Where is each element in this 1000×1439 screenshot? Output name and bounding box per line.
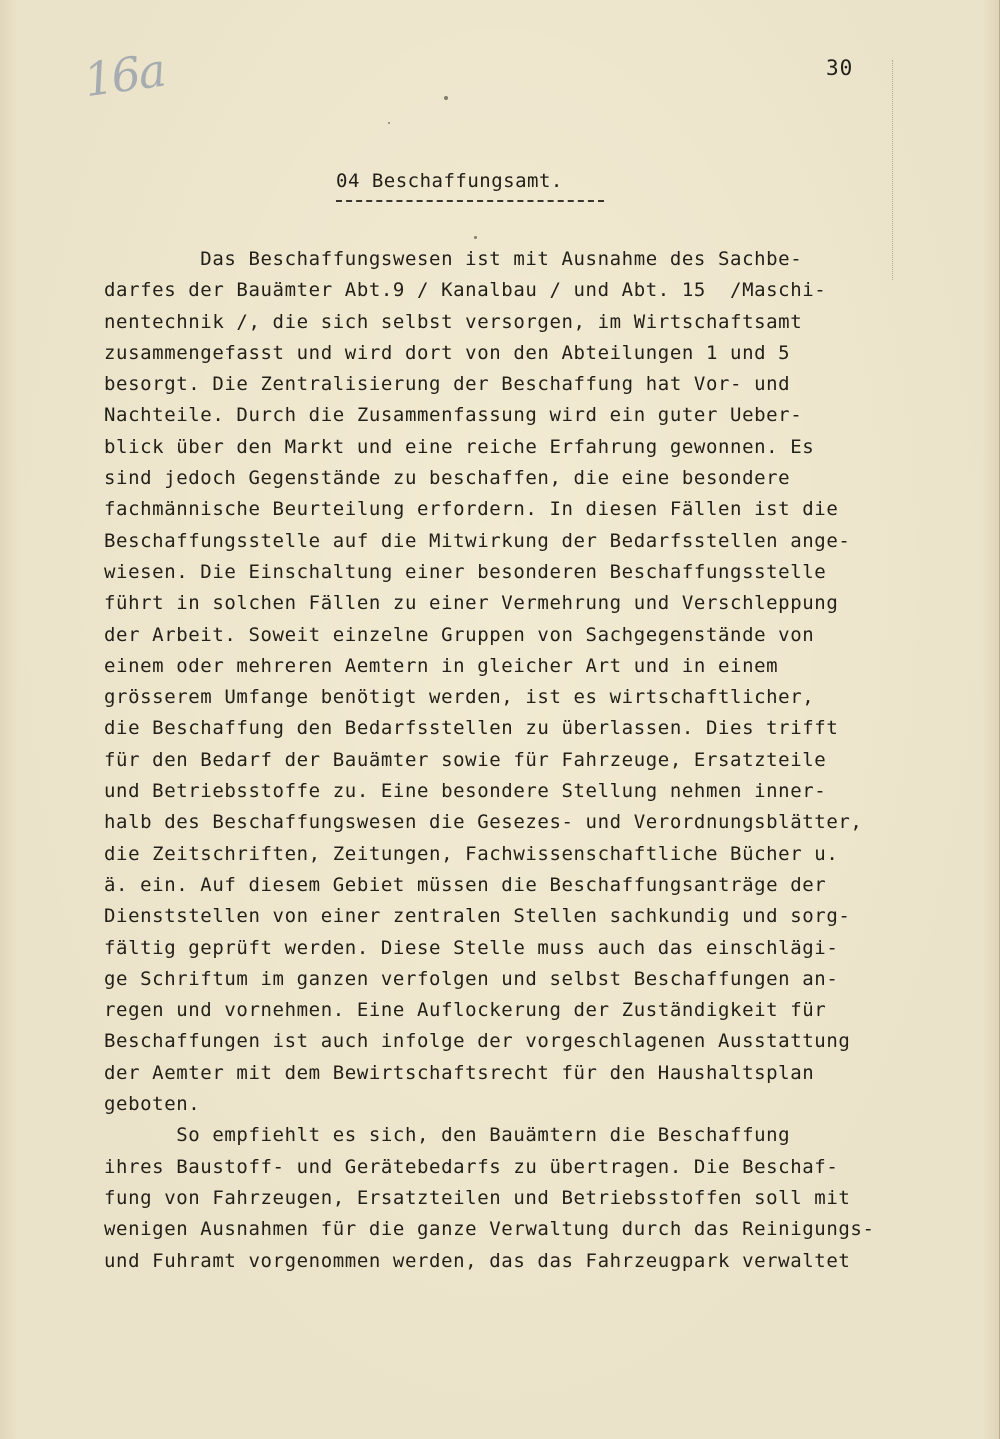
text-line: So empfiehlt es sich, den Bauämtern die Beschaffung bbox=[104, 1124, 791, 1147]
text-line: geboten. bbox=[104, 1093, 201, 1116]
text-line: fung von Fahrzeugen, Ersatzteilen und Betriebsstoffen soll mit bbox=[104, 1186, 851, 1209]
text-line: wiesen. Die Einschaltung einer besonderen Beschaffungsstelle bbox=[104, 560, 827, 583]
text-line: fältig geprüft werden. Diese Stelle muss auch das einschlägi- bbox=[104, 936, 839, 959]
text-line: ge Schriftum im ganzen verfolgen und selbst Beschaffungen an- bbox=[104, 967, 839, 990]
text-line: fachmännische Beurteilung erfordern. In diesen Fällen ist die bbox=[104, 498, 839, 521]
body-text bbox=[104, 244, 934, 1277]
text-line: sind jedoch Gegenstände zu beschaffen, die eine besondere bbox=[104, 467, 791, 490]
text-line: Nachteile. Durch die Zusammenfassung wird ein guter Ueber- bbox=[104, 404, 803, 427]
text-line: der Arbeit. Soweit einzelne Gruppen von Sachgegenstände von bbox=[104, 623, 815, 646]
heading-underline bbox=[336, 200, 604, 202]
text-line: Beschaffungen ist auch infolge der vorgeschlagenen Ausstattung bbox=[104, 1030, 851, 1053]
text-line: der Aemter mit dem Bewirtschaftsrecht für den Haushaltsplan bbox=[104, 1061, 815, 1084]
text-line: Dienststellen von einer zentralen Stellen sachkundig und sorg- bbox=[104, 905, 851, 928]
text-line: besorgt. Die Zentralisierung der Beschaffung hat Vor- und bbox=[104, 373, 791, 396]
text-line: halb des Beschaffungswesen die Gesezes- und Verordnungsblätter, bbox=[104, 811, 863, 834]
text-line: zusammengefasst und wird dort von den Abteilungen 1 und 5 bbox=[104, 341, 791, 364]
text-line: darfes der Bauämter Abt.9 / Kanalbau / und Abt. 15 /Maschi- bbox=[104, 279, 827, 302]
text-line: Das Beschaffungswesen ist mit Ausnahme des Sachbe- bbox=[104, 248, 803, 270]
ink-speck bbox=[444, 96, 448, 100]
text-line: und Fuhramt vorgenommen werden, das das Fahrzeugpark verwaltet bbox=[104, 1249, 851, 1272]
handwritten-folio-mark: 16a bbox=[80, 42, 168, 108]
page-number: 30 bbox=[826, 56, 854, 80]
text-line: wenigen Ausnahmen für die ganze Verwaltung durch das Reinigungs- bbox=[104, 1218, 875, 1241]
text-line: für den Bedarf der Bauämter sowie für Fahrzeuge, Ersatzteile bbox=[104, 748, 827, 771]
text-line: nentechnik /, die sich selbst versorgen, im Wirtschaftsamt bbox=[104, 310, 803, 333]
ink-speck bbox=[388, 122, 390, 124]
section-heading: 04 Beschaffungsamt. bbox=[336, 170, 563, 192]
ink-speck bbox=[474, 236, 477, 239]
text-line: und Betriebsstoffe zu. Eine besondere Stellung nehmen inner- bbox=[104, 780, 827, 803]
text-line: regen und vornehmen. Eine Auflockerung der Zuständigkeit für bbox=[104, 999, 827, 1022]
text-line: die Zeitschriften, Zeitungen, Fachwissenschaftliche Bücher u. bbox=[104, 842, 839, 865]
text-line: grösserem Umfange benötigt werden, ist es wirtschaftlicher, bbox=[104, 686, 815, 709]
text-line: die Beschaffung den Bedarfsstellen zu überlassen. Dies trifft bbox=[104, 717, 839, 740]
text-line: einem oder mehreren Aemtern in gleicher Art und in einem bbox=[104, 654, 779, 677]
text-line: führt in solchen Fällen zu einer Vermehrung und Verschleppung bbox=[104, 592, 839, 615]
text-line: blick über den Markt und eine reiche Erfahrung gewonnen. Es bbox=[104, 435, 815, 458]
text-line: ä. ein. Auf diesem Gebiet müssen die Beschaffungsanträge der bbox=[104, 873, 827, 896]
text-line: Beschaffungsstelle auf die Mitwirkung der Bedarfsstellen ange- bbox=[104, 529, 851, 552]
text-line: ihres Baustoff- und Gerätebedarfs zu übertragen. Die Beschaf- bbox=[104, 1155, 839, 1178]
